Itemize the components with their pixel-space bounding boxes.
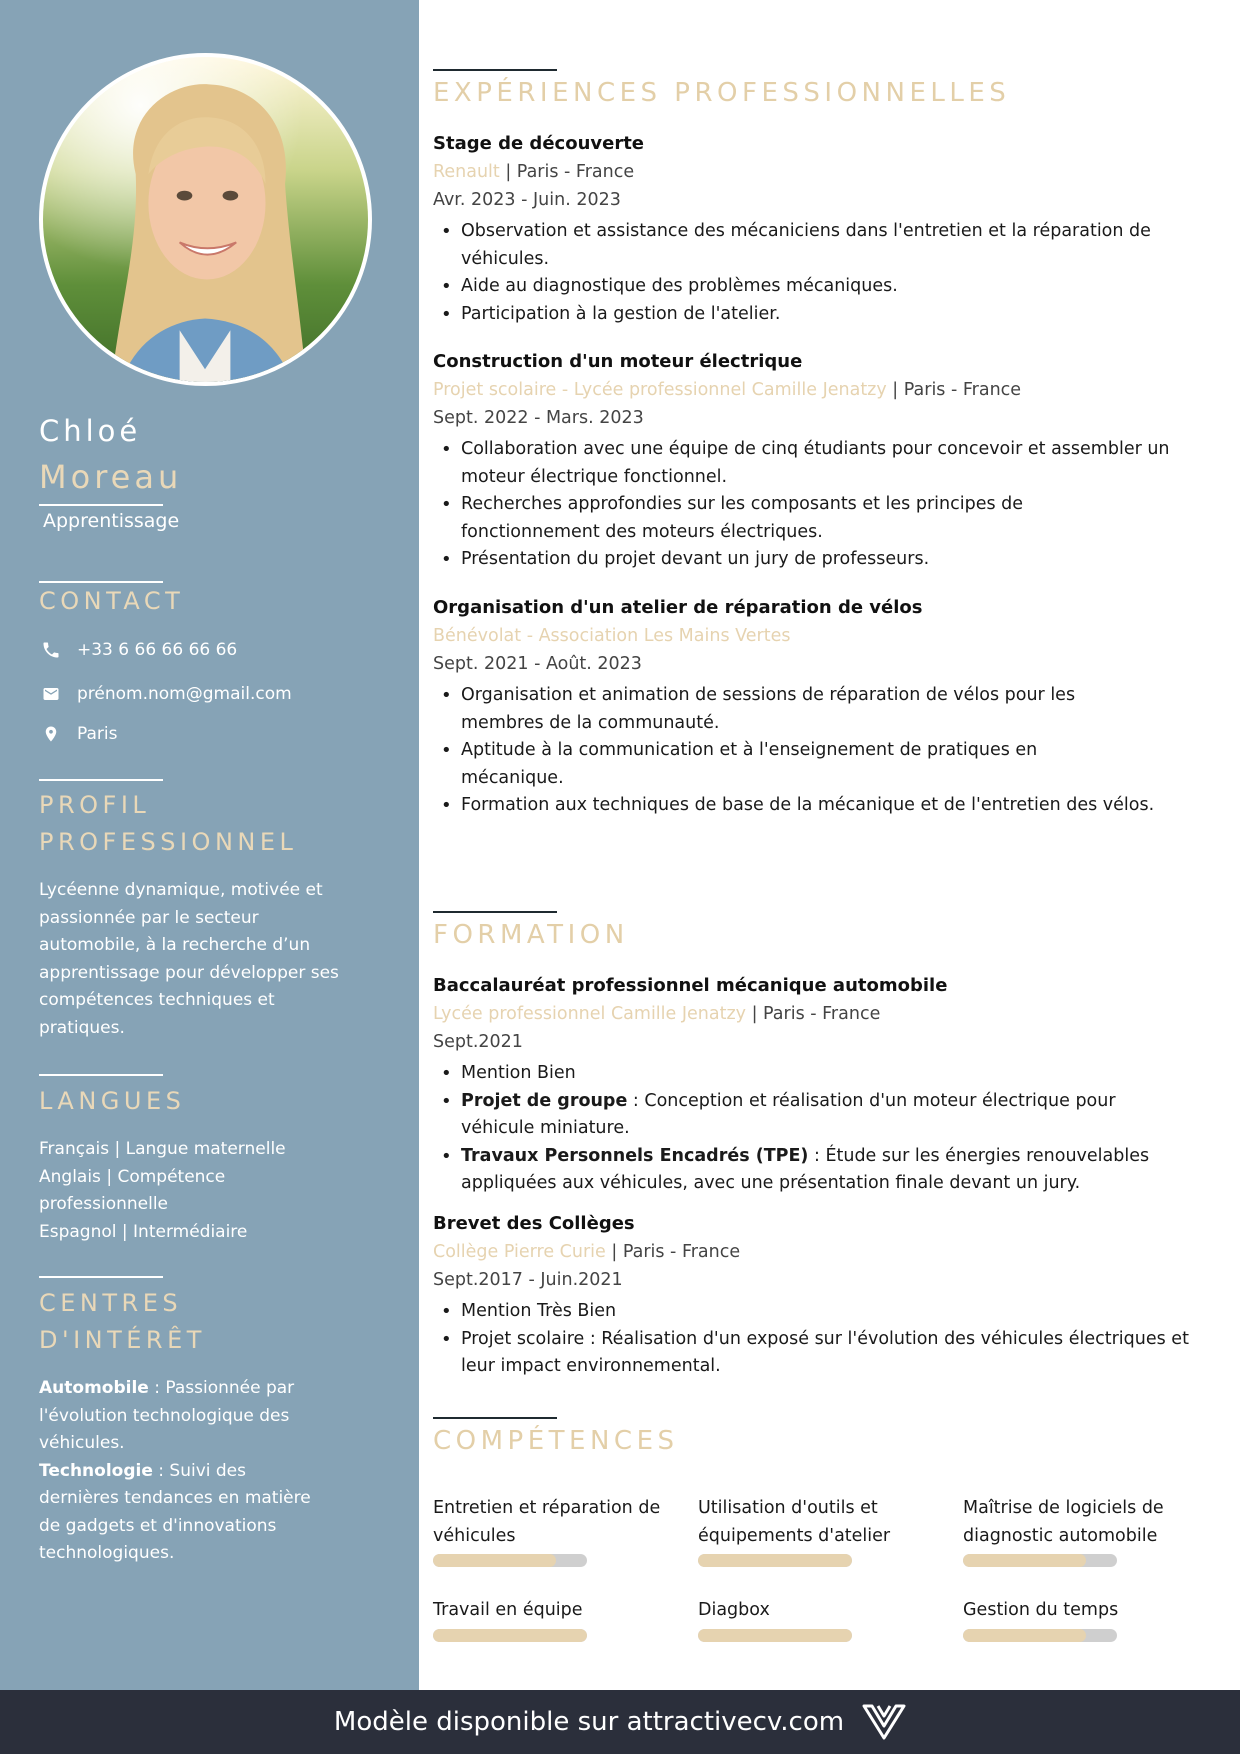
bullet-text: Projet scolaire : Réalisation d'un exposé sur l'évolution des véhicules électriques et leur impact environnemental. bbox=[461, 1328, 1189, 1376]
bullet-item: • Organisation et animation de sessions de réparation de vélos pour les membres de la communauté. bbox=[433, 682, 1133, 737]
entry-org: Renault bbox=[433, 162, 500, 182]
entry-org: Bénévolat - Association Les Mains Vertes bbox=[433, 626, 791, 646]
entry-bullets bbox=[433, 682, 1203, 820]
entry-dates: Avr. 2023 - Juin. 2023 bbox=[433, 190, 621, 210]
skill-bar-fill bbox=[433, 1554, 556, 1567]
name-divider bbox=[39, 504, 163, 506]
first-name: Chloé bbox=[39, 414, 142, 448]
skill-bar-fill bbox=[698, 1629, 852, 1642]
job-subtitle: Apprentissage bbox=[43, 510, 180, 532]
profile-photo bbox=[39, 53, 372, 386]
interets-divider bbox=[39, 1276, 163, 1278]
competences-heading: COMPÉTENCES bbox=[433, 1426, 679, 1456]
profil-text: Lycéenne dynamique, motivée et passionnée par le secteur automobile, à la recherche d’un apprentissage pour développer ses compétences techniques et pratiques. bbox=[39, 880, 339, 1038]
interest-label: Technologie bbox=[39, 1460, 153, 1481]
interets-heading-line2: D'INTÉRÊT bbox=[39, 1326, 206, 1354]
entry-dates: Sept.2021 bbox=[433, 1032, 523, 1052]
skill-bar bbox=[698, 1629, 852, 1642]
competences-divider bbox=[433, 1417, 557, 1419]
entry-bullets bbox=[433, 1060, 1203, 1198]
entry-org: Lycée professionnel Camille Jenatzy bbox=[433, 1004, 747, 1024]
skill-name: Travail en équipe bbox=[433, 1600, 583, 1620]
language-item: Anglais | Compétence professionnelle bbox=[39, 1166, 226, 1214]
entry-bullets bbox=[433, 1298, 1203, 1381]
entry-dates: Sept. 2021 - Août. 2023 bbox=[433, 654, 642, 674]
profil-heading-line2: PROFESSIONNEL bbox=[39, 828, 298, 856]
formation-divider bbox=[433, 911, 557, 913]
bullet-item: • Collaboration avec une équipe de cinq étudiants pour concevoir et assembler un moteur électrique fonctionnel. bbox=[433, 436, 1198, 491]
phone-icon bbox=[39, 638, 63, 662]
sidebar bbox=[0, 0, 419, 1690]
entry-title: Stage de découverte bbox=[433, 133, 645, 154]
footer-text[interactable]: Modèle disponible sur attractivecv.com bbox=[333, 1707, 845, 1737]
skill-name: Utilisation d'outils et équipements d'atelier bbox=[698, 1498, 891, 1546]
location-pin-icon bbox=[39, 722, 63, 746]
skill-bar bbox=[963, 1629, 1117, 1642]
entry-org-line bbox=[433, 1000, 1203, 1028]
interets-list bbox=[39, 1375, 329, 1568]
skill-item bbox=[963, 1495, 1193, 1567]
bullet-text: Mention Bien bbox=[461, 1063, 576, 1083]
contact-heading: CONTACT bbox=[39, 587, 185, 615]
formation-entry bbox=[433, 1210, 1203, 1381]
bullet-text: : Étude sur les énergies renouvelables appliquées aux véhicules, avec une présentation finale devant un jury. bbox=[461, 1145, 1150, 1193]
experience-entry bbox=[433, 594, 1203, 820]
entry-title: Brevet des Collèges bbox=[433, 1213, 635, 1234]
entry-org: Collège Pierre Curie bbox=[433, 1242, 606, 1262]
bullet-item bbox=[433, 1060, 1203, 1088]
entry-bullets bbox=[433, 218, 1203, 328]
bullet-item: • Recherches approfondies sur les composants et les principes de fonctionnement des moteurs électriques. bbox=[433, 491, 1083, 546]
bullet-item: • Participation à la gestion de l'atelier. bbox=[433, 301, 1203, 329]
entry-title: Organisation d'un atelier de réparation de vélos bbox=[433, 597, 923, 618]
interest-item bbox=[39, 1458, 329, 1568]
profil-heading-line1: PROFIL bbox=[39, 791, 151, 819]
entry-dates: Sept. 2022 - Mars. 2023 bbox=[433, 408, 644, 428]
experience-entry bbox=[433, 130, 1203, 328]
skill-bar-fill bbox=[963, 1554, 1086, 1567]
phone-text: +33 6 66 66 66 66 bbox=[77, 640, 238, 660]
skill-item bbox=[433, 1495, 663, 1567]
profile-photo-image bbox=[43, 57, 368, 382]
language-item: Français | Langue maternelle bbox=[39, 1139, 286, 1159]
langues-list bbox=[39, 1136, 359, 1246]
skill-name: Diagbox bbox=[698, 1600, 770, 1620]
skill-bar bbox=[433, 1554, 587, 1567]
formation-heading: FORMATION bbox=[433, 920, 629, 950]
entry-bullets bbox=[433, 436, 1203, 574]
skill-item bbox=[433, 1597, 673, 1642]
entry-org: Projet scolaire - Lycée professionnel Camille Jenatzy bbox=[433, 380, 887, 400]
entry-location: | Paris - France bbox=[605, 1242, 741, 1262]
skill-item bbox=[698, 1597, 938, 1642]
entry-location: | Paris - France bbox=[886, 380, 1022, 400]
interets-heading-line1: CENTRES bbox=[39, 1289, 183, 1317]
footer-banner[interactable] bbox=[0, 1690, 1240, 1754]
entry-location: | Paris - France bbox=[746, 1004, 881, 1024]
bullet-item bbox=[433, 1143, 1153, 1198]
skill-name: Gestion du temps bbox=[963, 1600, 1119, 1620]
bullet-bold: Projet de groupe bbox=[461, 1090, 628, 1111]
skill-bar-fill bbox=[963, 1629, 1086, 1642]
experience-entry bbox=[433, 348, 1203, 574]
skill-name: Maîtrise de logiciels de diagnostic automobile bbox=[963, 1498, 1164, 1546]
bullet-text: : Conception et réalisation d'un moteur électrique pour véhicule miniature. bbox=[461, 1090, 1116, 1138]
bullet-item bbox=[433, 1088, 1153, 1143]
skill-name: Entretien et réparation de véhicules bbox=[433, 1498, 661, 1546]
bullet-item: • Aptitude à la communication et à l'enseignement de pratiques en mécanique. bbox=[433, 737, 1093, 792]
skill-bar-fill bbox=[698, 1554, 852, 1567]
skill-bar bbox=[963, 1554, 1117, 1567]
mail-icon bbox=[39, 682, 63, 706]
bullet-item: • Formation aux techniques de base de la mécanique et de l'entretien des vélos. bbox=[433, 792, 1163, 820]
contact-email bbox=[39, 681, 292, 707]
language-item: Espagnol | Intermédiaire bbox=[39, 1221, 248, 1242]
entry-dates: Sept.2017 - Juin.2021 bbox=[433, 1270, 623, 1290]
langues-heading: LANGUES bbox=[39, 1087, 186, 1115]
interest-label: Automobile bbox=[39, 1378, 149, 1398]
bullet-item: • Observation et assistance des mécaniciens dans l'entretien et la réparation de véhicules. bbox=[433, 218, 1163, 273]
skill-item bbox=[698, 1495, 928, 1567]
entry-org-line bbox=[433, 376, 1203, 404]
langues-divider bbox=[39, 1074, 163, 1076]
entry-title: Construction d'un moteur électrique bbox=[433, 351, 803, 372]
experiences-divider bbox=[433, 69, 557, 71]
email-text: prénom.nom@gmail.com bbox=[77, 684, 292, 704]
city-text: Paris bbox=[77, 724, 118, 744]
bullet-item bbox=[433, 1326, 1203, 1381]
bullet-text: Mention Très Bien bbox=[461, 1301, 617, 1321]
formation-entry bbox=[433, 972, 1203, 1198]
bullet-bold: Travaux Personnels Encadrés (TPE) bbox=[461, 1145, 809, 1166]
interest-text: : Suivi des dernières tendances en matière de gadgets et d'innovations technologiques. bbox=[39, 1460, 311, 1563]
experiences-heading: EXPÉRIENCES PROFESSIONNELLES bbox=[433, 78, 1011, 108]
skill-bar bbox=[433, 1629, 587, 1642]
skill-item bbox=[963, 1597, 1203, 1642]
skill-bar bbox=[698, 1554, 852, 1567]
profil-divider bbox=[39, 779, 163, 781]
interest-text: : Passionnée par l'évolution technologique des véhicules. bbox=[39, 1378, 295, 1453]
interest-item bbox=[39, 1375, 329, 1458]
entry-org-line bbox=[433, 1238, 1203, 1266]
bullet-item: • Aide au diagnostique des problèmes mécaniques. bbox=[433, 273, 1203, 301]
attractivecv-logo-icon[interactable] bbox=[862, 1702, 906, 1742]
bullet-item bbox=[433, 1298, 1203, 1326]
entry-org-line bbox=[433, 622, 1203, 650]
entry-location: | Paris - France bbox=[499, 162, 635, 182]
contact-phone bbox=[39, 637, 237, 663]
entry-title: Baccalauréat professionnel mécanique automobile bbox=[433, 975, 948, 996]
contact-city bbox=[39, 721, 117, 747]
skill-bar-fill bbox=[433, 1629, 587, 1642]
bullet-item: • Présentation du projet devant un jury de professeurs. bbox=[433, 546, 1203, 574]
entry-org-line bbox=[433, 158, 1203, 186]
last-name: Moreau bbox=[39, 458, 183, 496]
